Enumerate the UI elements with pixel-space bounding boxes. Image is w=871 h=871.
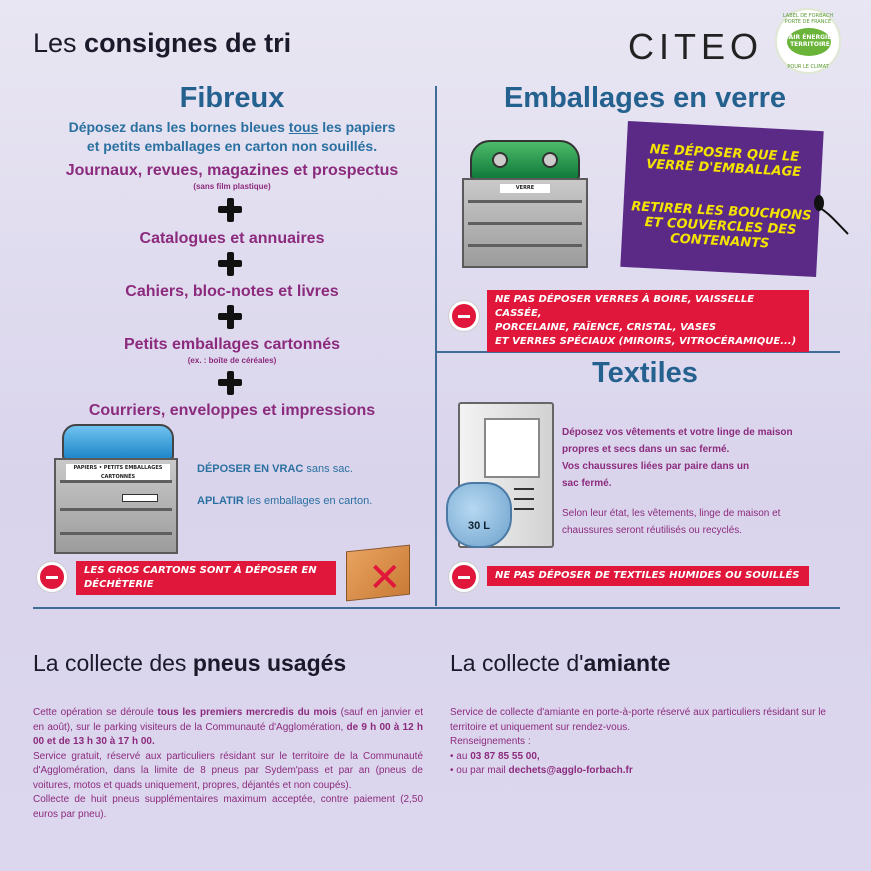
- sign-string-icon: [820, 200, 850, 240]
- fibreux-warning: LES GROS CARTONS SONT À DÉPOSER EN DÉCHÈTERIE: [76, 561, 336, 595]
- fibreux-tip-vrac: DÉPOSER EN VRAC sans sac.: [197, 463, 353, 475]
- textiles-text-2: Vos chaussures liées par paire dans un sac fermé.: [562, 461, 750, 489]
- column-divider: [435, 86, 437, 606]
- plus-icon: [216, 303, 244, 331]
- fibreux-item: Journaux, revues, magazines et prospectus: [65, 162, 399, 179]
- big-cardboard-forbidden-icon: ✕: [342, 538, 414, 602]
- fibreux-intro: Déposez dans les bornes bleues tous les papiers et petits emballages en carton non souillés.: [68, 119, 396, 154]
- climate-label-badge: LABEL DE FORBACH PORTE DE FRANCE AIR ÉNERGIE TERRITOIRE POUR LE CLIMAT: [775, 8, 841, 74]
- fibreux-title: Fibreux: [179, 82, 285, 114]
- amiante-email-link[interactable]: dechets@agglo-forbach.fr: [508, 765, 633, 776]
- textiles-title: Textiles: [592, 357, 698, 389]
- blue-bin-lid: [62, 424, 174, 460]
- plus-icon: [216, 250, 244, 278]
- amiante-phone[interactable]: 03 87 85 55 00,: [470, 750, 540, 762]
- fibreux-tip-aplatir: APLATIR les emballages en carton.: [197, 495, 373, 507]
- pneus-text: Cette opération se déroule tous les premiers mercredis du mois (sauf en janvier et en août), sur le parking visiteurs de la Communauté d'Agglomération, de 9 h 00 à 12 h 00 et de 13 h 30 à 17 h 00. Service gratuit, réservé aux particuliers résidant sur le territoire de la Communauté d'Agglomération, dans la limite de 8 pneus par Sydem'pass et par an (pneus de voitures, motos et quads uniquement, propres, déjantés et non coupés). Collecte de huit pneus supplémentaires maximum acceptée, contre paiement (2,50 euros par pneu).: [33, 707, 424, 820]
- citeo-logo: CITEO: [628, 26, 764, 67]
- textiles-text-1: Déposez vos vêtements et votre linge de maison propres et secs dans un sac fermé.: [562, 427, 793, 455]
- fibreux-item: Petits emballages cartonnés: [123, 336, 341, 353]
- fibreux-item: Cahiers, bloc-notes et livres: [125, 283, 339, 300]
- plus-icon: [216, 196, 244, 224]
- green-bin-lid: [470, 140, 580, 180]
- fibreux-item-note: (sans film plastique): [193, 182, 271, 191]
- section-divider: [33, 607, 840, 609]
- forbidden-icon: [449, 301, 479, 331]
- fibreux-item: Courriers, enveloppes et impressions: [88, 402, 376, 419]
- amiante-text: Service de collecte d'amiante en porte-à-porte réservé aux particuliers résidant sur le territoire et uniquement sur rendez-vous. Renseignements : • au 03 87 85 55 00, • ou par mail dechets@agglo-forbach.fr: [450, 707, 826, 776]
- verre-warning: NE PAS DÉPOSER VERRES À BOIRE, VAISSELLE CASSÉE, PORCELAINE, FAÏENCE, CRISTAL, VASES ET VERRES SPÉCIAUX (MIROIRS, VITROCÉRAMIQUE...): [487, 290, 809, 352]
- paper-bin-illustration: PAPIERS • PETITS EMBALLAGES CARTONNÉS: [52, 424, 182, 556]
- fibreux-item-note: (ex. : boîte de céréales): [187, 356, 277, 365]
- textile-bag-icon: 30 L: [446, 482, 512, 548]
- verre-title: Emballages en verre: [503, 82, 787, 114]
- forbidden-icon: [37, 562, 67, 592]
- glass-instructions-sign: NE DÉPOSER QUE LE VERRE D'EMBALLAGE RETIRER LES BOUCHONS ET COUVERCLES DES CONTENANTS: [620, 121, 823, 277]
- textiles-warning: NE PAS DÉPOSER DE TEXTILES HUMIDES OU SOUILLÉS: [487, 566, 809, 586]
- fibreux-item: Catalogues et annuaires: [139, 230, 325, 247]
- amiante-title: La collecte d'amiante: [450, 650, 671, 676]
- glass-bin-illustration: VERRE: [460, 140, 592, 270]
- pneus-title: La collecte des pneus usagés: [33, 650, 347, 676]
- textiles-text-3: Selon leur état, les vêtements, linge de maison et chaussures seront réutilisés ou recyclés.: [562, 508, 781, 536]
- plus-icon: [216, 369, 244, 397]
- page-title: Les consignes de tri: [33, 28, 292, 58]
- forbidden-icon: [449, 562, 479, 592]
